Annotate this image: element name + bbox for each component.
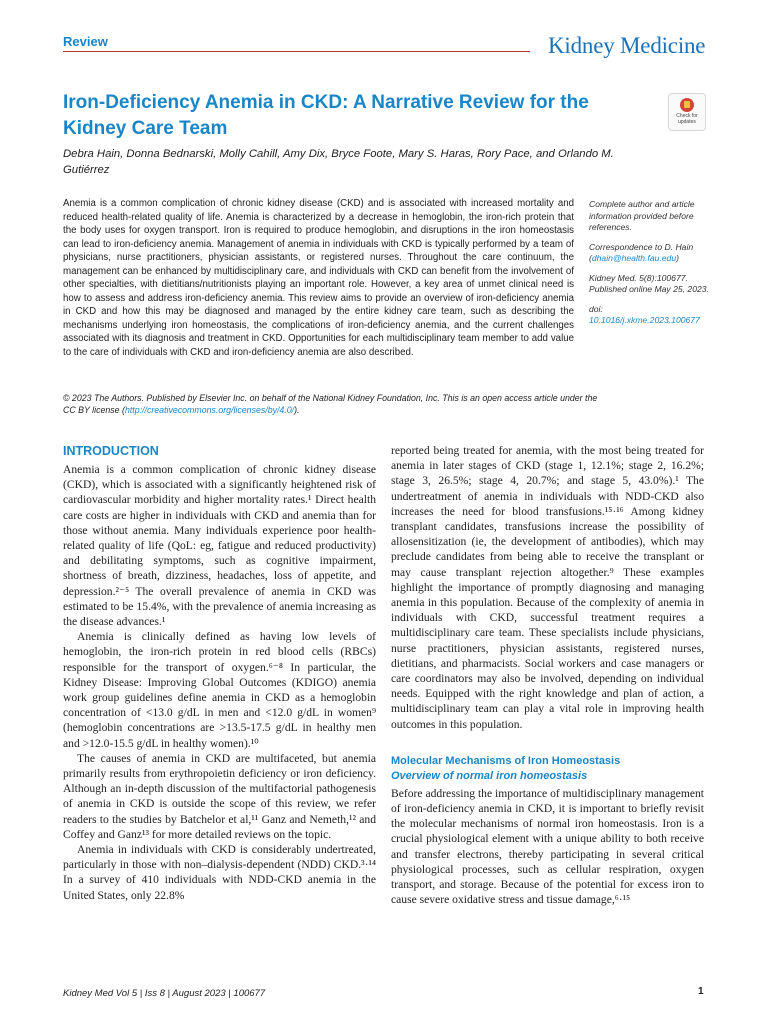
email-link[interactable]: dhain@health.fau.edu <box>591 253 677 263</box>
introduction-heading: INTRODUCTION <box>63 444 159 458</box>
license-statement: © 2023 The Authors. Published by Elsevier Inc. on behalf of the National Kidney Foundation, Inc. This is an open access article under the CC BY license (http://creativecommons.org/licenses/by/4.0/). <box>63 393 598 415</box>
correspondence: Correspondence to D. Hain (dhain@health.fau.edu) <box>589 241 694 263</box>
paragraph: reported being treated for anemia, with the most being treated for anemia in later stages of CKD (stage 1, 12.1%; stage 2, 16.2%; stage 3, 26.5%; stage 4, 20.7%; and stage 5, 43.0%).¹ The undertreatment of anemia in individuals with NDD-CKD also increases the need for blood transfusions.¹⁵·¹⁶ Among kidney transplant candidates, transfusions increase the possibility of allosensitization (ie, the development of antibodies), which may preclude candidates from being able to receive the transplant or may cause transplant rejection altogether.⁹ These examples highlight the importance of promptly diagnosing and managing anemia in this population. Because of the complexity of anemia in individuals with CKD, successful treatment requires a multidisciplinary care team. These specialists include physicians, nurse practitioners, physician assistants, registered nurses, dietitians, and pharmacists. Social workers and case managers or care coordinators may also be involved, depending on individual needs. Equipped with the right knowledge and plan of action, a multidisciplinary team can play a vital role in improving health outcomes in this population. <box>391 444 704 731</box>
footer-citation: Kidney Med Vol 5 | Iss 8 | August 2023 | 100677 <box>63 988 266 999</box>
page-number: 1 <box>698 986 704 997</box>
check-for-updates-button[interactable] <box>668 93 706 131</box>
section-heading: Molecular Mechanisms of Iron Homeostasis <box>391 754 621 767</box>
citation-info: Kidney Med. 5(8):100677. Published online May 25, 2023. <box>589 272 709 294</box>
subsection-heading: Overview of normal iron homeostasis <box>391 769 588 782</box>
doi: doi: 10.1016/j.xkme.2023.100677 <box>589 303 700 325</box>
bookmark-icon <box>680 98 694 112</box>
abstract: Anemia is a common complication of chronic kidney disease (CKD) and is associated with increased mortality and reduced health-related quality of life. Anemia is characterized by a decrease in hemoglobin, the iron-rich protein that the body uses for oxygen transport. Iron is required to produce hemoglobin, and disruptions in the iron homeostasis can lead to iron-deficiency anemia. Management of anemia in individuals with CKD is typically performed by a team of physicians, nurse practitioners, physician assistants, or registered nurses. Throughout the care continuum, the management can be enhanced by multidisciplinary care, and individuals with CKD can benefit from the involvement of other specialties, with dietitians/nutritionists playing an important role. However, a key area of unmet clinical need is how to assess and address iron-deficiency anemia. This review aims to provide an overview of iron-deficiency anemia in CKD and how this may be diagnosed and managed by the entire kidney care team, such as describing the mechanisms underlying iron homeostasis, the complications of iron-deficiency anemia, and the current challenges associated with its diagnosis and treatment in CKD. Opportunities for each multidisciplinary team member to add value to the care of individuals with CKD and iron-deficiency anemia are also described. <box>63 198 574 358</box>
paragraph: Anemia is a common complication of chronic kidney disease (CKD), which is associated with a significantly heightened risk of cardiovascular morbidity and higher mortality rates.¹ Direct health care costs are higher in individuals with CKD and anemia than for those without anemia. Many individuals experience poor health-related quality of life (QoL: eg, fatigue and reduced productivity) and debilitating symptoms, such as cognitive impairment, shortness of breath, dizziness, headaches, loss of appetite, and depression.²⁻⁵ The overall prevalence of anemia in CKD was estimated to be 15.4%, with the prevalence of anemia increasing as the disease advances.¹ <box>63 463 376 629</box>
doi-link[interactable]: 10.1016/j.xkme.2023.100677 <box>589 315 700 325</box>
journal-logo[interactable]: Kidney Medicine <box>548 33 706 58</box>
check-for-updates-label: Check for updates <box>676 113 698 125</box>
section-label: Review <box>63 34 108 49</box>
right-column <box>391 443 704 907</box>
header-divider <box>63 51 530 52</box>
paragraph: Before addressing the importance of multidisciplinary management of iron-deficiency anemia in CKD, it is important to briefly revisit the molecular mechanisms of normal iron homeostasis. Iron is a crucial physiological element with a unique ability to both receive and transfer electrons, thereby participating in several critical physiological processes, such as cellular respiration, oxygen transport, and storage. Because of the potential for excess iron to cause severe oxidative stress and tissue damage,⁶·¹⁵ <box>391 786 704 907</box>
article-info-sidebar <box>589 199 709 335</box>
paragraph: Anemia in individuals with CKD is considerably undertreated, particularly in those with non–dialysis-dependent (NDD) CKD.³·¹⁴ In a survey of 410 individuals with NDD-CKD anemia in the United States, only 22.8% <box>63 843 376 902</box>
author-info-note: Complete author and article information provided before references. <box>589 199 695 232</box>
left-column <box>63 443 376 903</box>
paragraph: Anemia is clinically defined as having low levels of hemoglobin, the iron-rich protein in red blood cells (RBCs) responsible for the transport of oxygen.⁶⁻⁸ In particular, the Kidney Disease: Improving Global Outcomes (KDIGO) anemia work group guidelines define anemia in CKD as a hemoglobin concentration of <13.0 g/dL in men and <12.0 g/dL in women⁹ (hemoglobin concentrations are >13.5-17.5 g/dL in healthy men and >12.0-15.5 g/dL in healthy women).¹⁰ <box>63 630 376 750</box>
license-link[interactable]: http://creativecommons.org/licenses/by/4.0/ <box>124 405 295 415</box>
article-title: Iron-Deficiency Anemia in CKD: A Narrative Review for the Kidney Care Team <box>63 92 589 139</box>
paragraph: The causes of anemia in CKD are multifaceted, but anemia primarily results from erythropoietin deficiency or iron deficiency. Although an in-depth discussion of the multifactorial pathogenesis of anemia in CKD is outside the scope of this review, we refer readers to the studies by Batchelor et al,¹¹ Ganz and Nemeth,¹² and Coffey and Ganz¹³ for more detailed reviews on the topic. <box>63 751 376 841</box>
author-list: Debra Hain, Donna Bednarski, Molly Cahill, Amy Dix, Bryce Foote, Mary S. Haras, Rory Pace, and Orlando M. Gutiérrez <box>63 148 614 176</box>
